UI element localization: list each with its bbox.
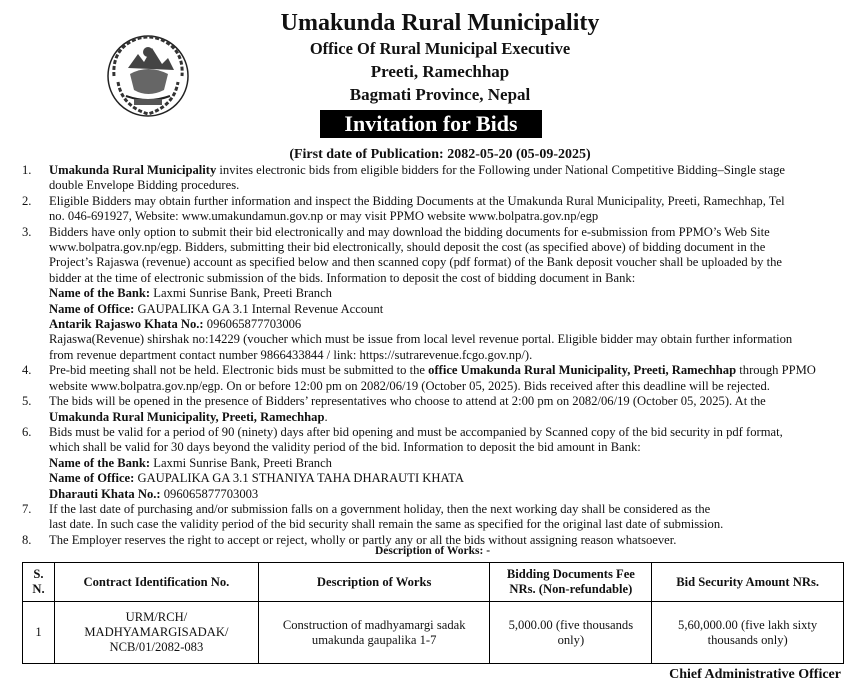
bank-name-value: Laxmi Sunrise Bank, Preeti Branch: [150, 455, 332, 470]
column-header: S. N.: [23, 563, 55, 602]
khata-label: Dharauti Khata No.:: [49, 486, 161, 501]
bank-name-label: Name of the Bank:: [49, 455, 151, 470]
clause-text: .: [324, 409, 328, 424]
khata-label: Antarik Rajaswo Khata No.:: [49, 317, 204, 332]
clause-number: 2.: [22, 193, 32, 208]
table-header-row: [23, 563, 844, 602]
bank-name-label: Name of the Bank:: [49, 286, 151, 301]
table-cell: URM/RCH/ MADHYAMARGISADAK/ NCB/01/2082-083: [54, 602, 258, 664]
clause-text: website www.bolpatra.gov.np/egp. On or before 12:00 pm on 2082/06/19 (October 05, 2025). Bids received after this deadline will be rejected.: [49, 378, 770, 393]
clause-5: [22, 394, 844, 425]
clause-text: from revenue department contact number 9866433844 / link: https://sutrarevenue.fcgo.gov.np/).: [49, 347, 533, 362]
table-cell: Construction of madhyamargi sadak umakunda gaupalika 1-7: [258, 602, 490, 664]
clause-text: through PPMO: [736, 363, 816, 378]
clause-text: Project’s Rajaswa (revenue) account as specified below and then scanned copy (pdf format) of the Bank deposit voucher shall be uploaded by the: [49, 255, 782, 270]
clause-number: 6.: [22, 424, 32, 439]
clause-text: Eligible Bidders may obtain further information and inspect the Bidding Documents at the Umakunda Rural Municipality, Preeti, Ramechhap, Tel: [49, 193, 785, 208]
table-cell: 1: [23, 602, 55, 664]
khata-value: 096065877703003: [160, 486, 259, 501]
works-caption: Description of Works: -: [374, 545, 491, 557]
bank-name-value: Laxmi Sunrise Bank, Preeti Branch: [150, 286, 332, 301]
clause-number: 1.: [22, 163, 32, 177]
clause-1: [22, 163, 844, 194]
clause-text: Bidders have only option to submit their bid electronically and may download the bidding documents for e-submission from PPMO’s Web Site: [49, 224, 770, 239]
clause-3: [22, 225, 844, 364]
publication-date: (First date of Publication: 2082-05-20 (05-09-2025): [289, 147, 591, 162]
clause-7: [22, 502, 844, 533]
clause-text: which shall be valid for 30 days beyond the validity period of the bid. Information to deposit the bid amount in Bank:: [49, 440, 641, 455]
clause-text: no. 046-691927, Website: www.umakundamun.gov.np or may visit PPMO website www.bolpatra.gov.np/egp: [49, 209, 599, 224]
opening-venue: Umakunda Rural Municipality, Preeti, Ramechhap: [49, 409, 325, 424]
table-cell: 5,000.00 (five thousands only): [490, 602, 652, 664]
office-name-value: GAUPALIKA GA 3.1 STHANIYA TAHA DHARAUTI KHATA: [134, 471, 464, 486]
clause-number: 3.: [22, 224, 32, 239]
clause-text: If the last date of purchasing and/or submission falls on a government holiday, then the next working day shall be considered as the: [49, 501, 711, 516]
clause-6: [22, 425, 844, 502]
khata-value: 096065877703006: [203, 317, 302, 332]
office-name-value: GAUPALIKA GA 3.1 Internal Revenue Account: [134, 301, 384, 316]
clause-4: [22, 363, 844, 394]
invitation-banner: Invitation for Bids: [320, 110, 542, 138]
column-header: Bidding Documents Fee NRs. (Non-refundable): [490, 563, 652, 602]
column-header: Description of Works: [258, 563, 490, 602]
clause-text: The bids will be opened in the presence of Bidders’ representatives who choose to attend at 2:00 pm on 2082/06/19 (October 05, 2025). At the: [49, 394, 766, 409]
table-cell: 5,60,000.00 (five lakh sixty thousands only): [652, 602, 844, 664]
nepal-government-emblem-icon: [104, 30, 192, 122]
clause-number: 7.: [22, 501, 32, 516]
clause-text: last date. In such case the validity period of the bid security shall remain the same as specified for the original last date of submission.: [49, 517, 724, 532]
clause-text: The Employer reserves the right to accept or reject, wholly or partly any or all the bids without assigning reason whatsoever.: [49, 532, 677, 547]
clause-lead: Umakunda Rural Municipality: [49, 163, 217, 177]
signatory-title: Chief Administrative Officer: [669, 667, 841, 682]
works-table: [22, 562, 844, 664]
column-header: Contract Identification No.: [54, 563, 258, 602]
clause-text: double Envelope Bidding procedures.: [49, 178, 240, 193]
clauses-list: [22, 163, 844, 548]
submission-office: office Umakunda Rural Municipality, Preeti, Ramechhap: [428, 363, 737, 378]
clause-2: [22, 194, 844, 225]
clause-text: bidder at the time of electronic submission of the bids. Information to deposit the cost of bidding document in Bank:: [49, 270, 636, 285]
clause-number: 4.: [22, 363, 32, 378]
municipality-title: Umakunda Rural Municipality: [280, 10, 600, 36]
office-location: Preeti, Ramechhap: [370, 62, 510, 81]
clause-text: Pre-bid meeting shall not be held. Electronic bids must be submitted to the: [49, 363, 429, 378]
office-name: Office Of Rural Municipal Executive: [309, 39, 571, 58]
office-name-label: Name of Office:: [49, 471, 135, 486]
clause-text: www.bolpatra.gov.np/egp. Bidders, submitting their bid electronically, should deposit the cost (as specified above) of bidding document in the: [49, 240, 766, 255]
clause-text: invites electronic bids from eligible bidders for the Following under National Competitive Bidding–Single stage: [216, 163, 785, 177]
table-row: [23, 602, 844, 664]
clause-number: 8.: [22, 532, 32, 547]
clause-number: 5.: [22, 394, 32, 409]
clause-text: Rajaswa(Revenue) shirshak no:14229 (voucher which must be issue from local level revenue portal. Eligible bidder may obtain further information: [49, 332, 793, 347]
column-header: Bid Security Amount NRs.: [652, 563, 844, 602]
office-name-label: Name of Office:: [49, 301, 135, 316]
province-name: Bagmati Province, Nepal: [349, 85, 531, 104]
clause-text: Bids must be valid for a period of 90 (ninety) days after bid opening and must be accompanied by Scanned copy of the bid security in pdf format,: [49, 424, 783, 439]
